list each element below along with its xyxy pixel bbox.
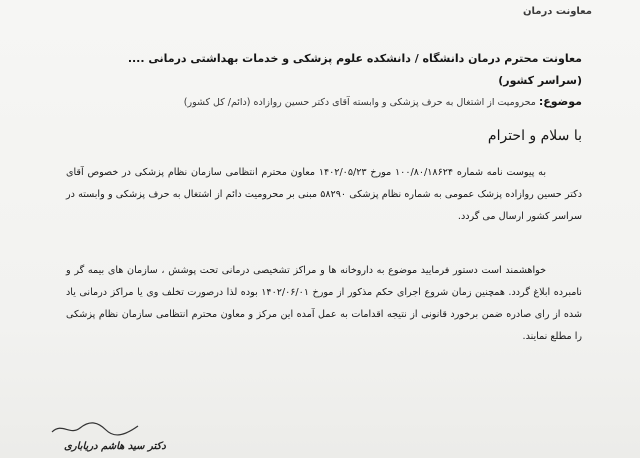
subject-label: موضوع: — [538, 95, 582, 108]
paragraph-1: به پیوست نامه شماره ۱۰۰/۸۰/۱۸۶۲۴ مورخ ۱۴۰۲/۰۵/۲۳ معاون محترم انتظامی سازمان نظام پزشکی در خصوص آقای دکتر حسین روازاده پزشک عمومی به شماره نظام پزشکی ۵۸۲۹۰ مبنی بر محرومیت دائم از اشتغال به حرف پزشکی و وابسته در سراسر کشور ارسال می گردد. — [66, 167, 582, 222]
signature: دکتر سید هاشم دریاباری — [64, 441, 166, 452]
greeting: با سلام و احترام — [487, 128, 582, 144]
region-line: (سراسر کشور) — [498, 74, 582, 87]
addressee-line: معاونت محترم درمان دانشگاه / دانشکده علوم پزشکی و خدمات بهداشتی درمانی .... — [127, 52, 582, 65]
subject-text: محرومیت از اشتغال به حرف پزشکی و وابسته آقای دکتر حسین روازاده (دائم/ کل کشور) — [183, 97, 539, 108]
department-header: معاونت درمان — [523, 6, 592, 17]
paragraph-2: خواهشمند است دستور فرمایید موضوع به داروخانه ها و مراکز تشخیصی درمانی تحت پوشش ، سازمان های بیمه گر و نامبرده ابلاغ گردد. همچنین زمان شروع اجرای حکم مذکور از مورخ ۱۴۰۲/۰۶/۰۱ بوده لذا درصورت تخلف وی یا مراکز درمانی یاد شده از رای صادره ضمن برخورد قانونی از نتیجه اقدامات به عمل آمده این مرکز و معاون محترم انتظامی سازمان نظام پزشکی را مطلع نمایند. — [66, 265, 582, 342]
signature-scribble-icon — [50, 420, 140, 438]
subject-line — [30, 95, 582, 108]
